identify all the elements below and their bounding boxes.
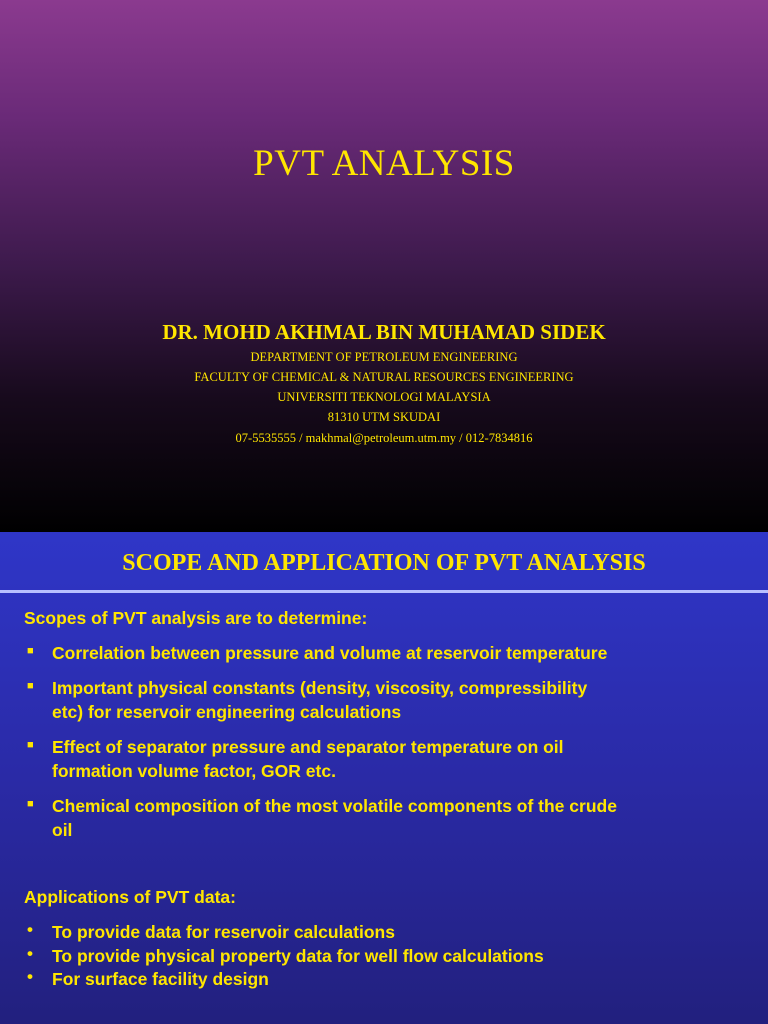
author-name: DR. MOHD AKHMAL BIN MUHAMAD SIDEK	[162, 320, 606, 344]
scope-item-1-line-1: Correlation between pressure and volume at reservoir temperature	[52, 643, 608, 663]
scope-item-3-line-1: Effect of separator pressure and separator temperature on oil	[52, 737, 564, 757]
round-bullet-icon: •	[27, 967, 33, 986]
application-item-3: For surface facility design	[52, 969, 269, 989]
content-slide-title: SCOPE AND APPLICATION OF PVT ANALYSIS	[122, 550, 646, 576]
square-bullet-icon: ■	[27, 798, 34, 810]
affiliation-department: DEPARTMENT OF PETROLEUM ENGINEERING	[250, 350, 518, 364]
applications-heading: Applications of PVT data:	[24, 887, 236, 907]
application-item-1: To provide data for reservoir calculations	[52, 922, 395, 942]
square-bullet-icon: ■	[27, 739, 34, 751]
scope-item-3-line-2: formation volume factor, GOR etc.	[52, 761, 336, 781]
square-bullet-icon: ■	[27, 645, 34, 657]
affiliation-faculty: FACULTY OF CHEMICAL & NATURAL RESOURCES ENGINEERING	[194, 370, 574, 384]
scope-item-2-line-1: Important physical constants (density, viscosity, compressibility	[52, 678, 588, 698]
scope-item-4-line-1: Chemical composition of the most volatile components of the crude	[52, 796, 617, 816]
square-bullet-icon: ■	[27, 680, 34, 692]
title-divider	[0, 590, 768, 593]
affiliation-university: UNIVERSITI TEKNOLOGI MALAYSIA	[277, 390, 491, 404]
round-bullet-icon: •	[27, 944, 33, 963]
round-bullet-icon: •	[27, 920, 33, 939]
application-item-2: To provide physical property data for well flow calculations	[52, 946, 544, 966]
scope-item-4-line-2: oil	[52, 820, 73, 840]
affiliation-address: 81310 UTM SKUDAI	[327, 410, 441, 424]
affiliation-contact: 07-5535555 / makhmal@petroleum.utm.my / 012-7834816	[235, 431, 533, 445]
slide-title: PVT ANALYSIS	[253, 143, 515, 184]
scope-item-2-line-2: etc) for reservoir engineering calculations	[52, 702, 402, 722]
scopes-heading: Scopes of PVT analysis are to determine:	[24, 608, 368, 628]
